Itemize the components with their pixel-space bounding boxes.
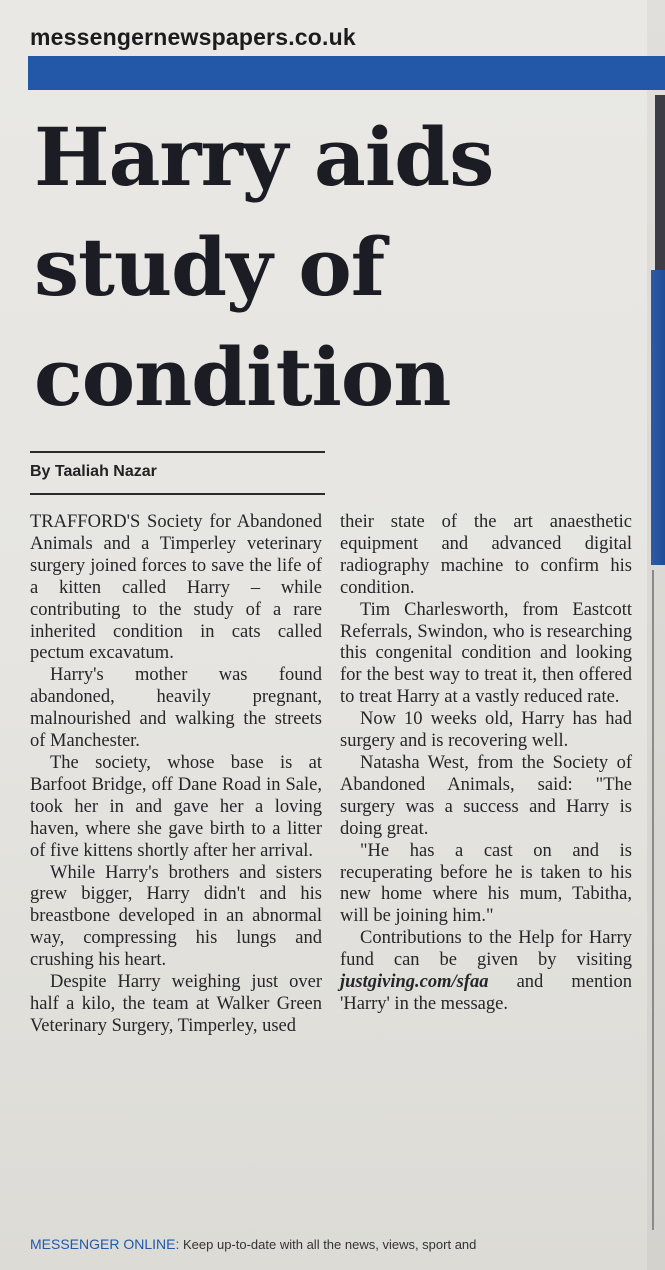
paragraph: TRAFFORD'S Society for Abandoned Animals and a Timperley veterinary surgery joined forces to save the life of a kitten called Harry – while contributing to the study of a rare inherited condition in cats called pectum excavatum. (30, 512, 322, 664)
paragraph: "He has a cast on and is recuperating before he is taken to his new home where his mum, Tabitha, will be joining him." (340, 840, 632, 927)
byline-top-rule (30, 451, 325, 453)
article-column-2 (340, 512, 632, 1016)
masthead-site: messengernewspapers.co.uk (30, 24, 356, 50)
paragraph: Tim Charlesworth, from Eastcott Referrals, Swindon, who is researching this congenital condition and looking for the best way to treat it, then offered to treat Harry at a vastly reduced rate. (340, 599, 632, 708)
paragraph: The society, whose base is at Barfoot Bridge, off Dane Road in Sale, took her in and gave her a loving haven, where she gave birth to a litter of five kittens shortly after her arrival. (30, 752, 322, 861)
paragraph: While Harry's brothers and sisters grew bigger, Harry didn't and his breastbone developed in an abnormal way, compressing his lungs and crushing his heart. (30, 862, 322, 971)
column-edge-rule (652, 570, 654, 1230)
donation-link: justgiving.com/sfaa (340, 972, 489, 993)
byline-bottom-rule (30, 493, 325, 495)
closing-paragraph (340, 928, 632, 1016)
footer-label: MESSENGER ONLINE: (30, 1236, 180, 1252)
paragraph: their state of the art anaesthetic equipment and advanced digital radiography machine to confirm his condition. (340, 512, 632, 598)
footer-banner (30, 1236, 630, 1252)
paragraph: Harry's mother was found abandoned, heavily pregnant, malnourished and walking the streets of Manchester. (30, 665, 322, 752)
paragraph: Despite Harry weighing just over half a kilo, the team at Walker Green Veterinary Surgery, Timperley, used (30, 972, 322, 1036)
byline: By Taaliah Nazar (30, 463, 157, 480)
headline-line: Harry aids (34, 110, 494, 204)
background-dark-edge (655, 95, 665, 270)
paragraph: Natasha West, from the Society of Abandoned Animals, said: "The surgery was a success and Harry is doing great. (340, 752, 632, 839)
footer-text: Keep up-to-date with all the news, views, sport and (183, 1237, 477, 1252)
background-blue-edge (651, 270, 665, 565)
masthead-blue-bar (28, 56, 665, 90)
closing-text: Contributions to the Help for Harry fund can be given by visiting (340, 928, 632, 971)
paragraph: Now 10 weeks old, Harry has had surgery and is recovering well. (340, 709, 632, 752)
headline-line: condition (34, 330, 451, 424)
headline-line: study of (34, 220, 385, 314)
headline (34, 102, 644, 432)
closing-text: and mention 'Harry' in the message. (340, 972, 632, 1014)
article-column-1 (30, 512, 322, 1038)
